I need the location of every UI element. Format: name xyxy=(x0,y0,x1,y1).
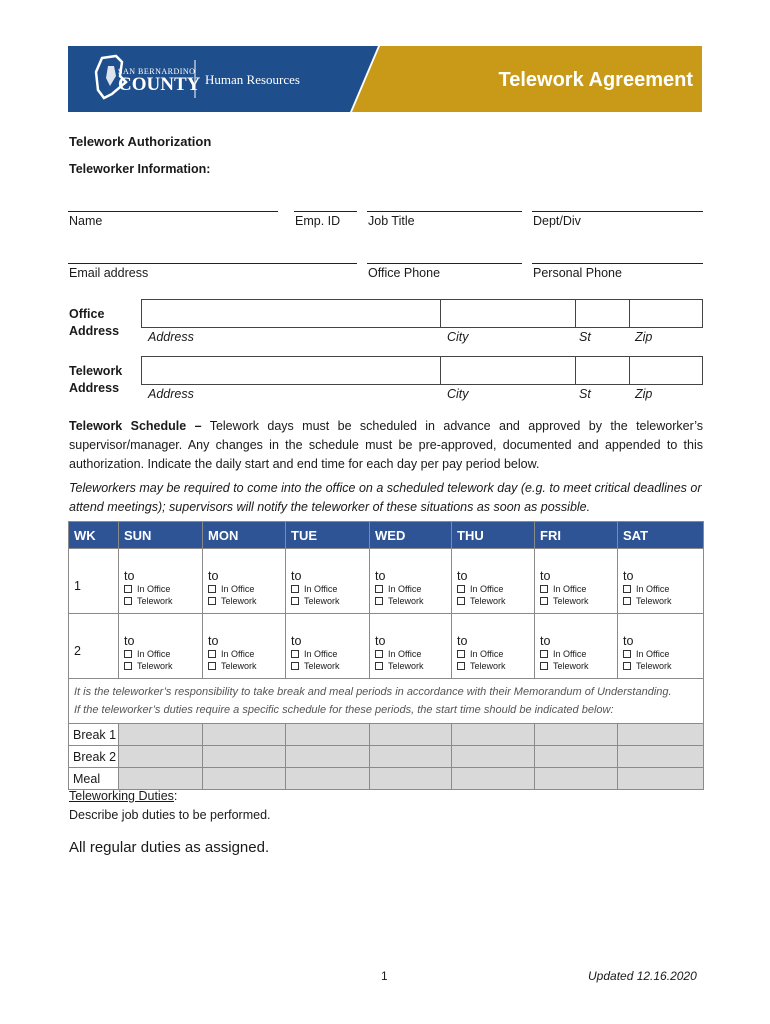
break-time-wed[interactable] xyxy=(370,768,452,790)
break-time-thu[interactable] xyxy=(452,768,535,790)
break-time-sat[interactable] xyxy=(618,724,704,746)
break-time-sun[interactable] xyxy=(119,724,203,746)
telework-checkbox[interactable] xyxy=(291,597,299,605)
telework-option[interactable] xyxy=(623,595,703,607)
col-header-mon: MON xyxy=(203,522,286,549)
county-small-text: SAN BERNARDINO xyxy=(118,67,196,76)
duties-instruction: Describe job duties to be performed. xyxy=(69,808,271,822)
telework-st-input[interactable] xyxy=(576,357,630,384)
schedule-paragraph xyxy=(69,417,703,474)
telework-label: Telework xyxy=(636,596,672,606)
telework-checkbox[interactable] xyxy=(291,662,299,670)
time-to-label: to xyxy=(375,569,386,583)
schedule-italic-note: Teleworkers may be required to come into the office on a scheduled telework day (e.g. to meet critical deadlines or attend meetings); supervisors will notify the teleworker of these situations as soon as possible. xyxy=(69,481,702,514)
break-time-tue[interactable] xyxy=(286,724,370,746)
telework-checkbox[interactable] xyxy=(623,662,631,670)
time-to-label: to xyxy=(291,569,302,583)
week-row xyxy=(69,549,704,614)
emp-id-field[interactable] xyxy=(294,211,357,212)
office-address-caption: Address xyxy=(148,330,194,344)
in-office-checkbox[interactable] xyxy=(623,650,631,658)
in-office-option[interactable] xyxy=(208,648,285,660)
in-office-option[interactable] xyxy=(623,648,703,660)
break-time-fri[interactable] xyxy=(535,768,618,790)
in-office-option[interactable] xyxy=(291,648,369,660)
telework-option[interactable] xyxy=(291,595,369,607)
day-cell-mon[interactable] xyxy=(203,614,286,679)
time-to-label: to xyxy=(124,569,135,583)
break-time-tue[interactable] xyxy=(286,746,370,768)
break-row xyxy=(69,746,704,768)
break-time-sat[interactable] xyxy=(618,768,704,790)
break-note: It is the teleworker’s responsibility to take break and meal periods in accordance with their Memorandum of Understanding. If the teleworker’s duties require a specific schedule for these periods, the start time should be indicated below: xyxy=(69,679,704,724)
in-office-option[interactable] xyxy=(623,583,703,595)
telework-label: Telework xyxy=(304,596,340,606)
in-office-checkbox[interactable] xyxy=(623,585,631,593)
day-cell-fri[interactable] xyxy=(535,549,618,614)
week-number: 2 xyxy=(69,614,119,679)
break-time-mon[interactable] xyxy=(203,746,286,768)
in-office-option[interactable] xyxy=(208,583,285,595)
time-to-label: to xyxy=(540,634,551,648)
week-row xyxy=(69,614,704,679)
in-office-label: In Office xyxy=(221,649,255,659)
break-time-sat[interactable] xyxy=(618,746,704,768)
telework-option[interactable] xyxy=(208,660,285,672)
telework-checkbox[interactable] xyxy=(208,662,216,670)
in-office-label: In Office xyxy=(636,584,670,594)
day-cell-tue[interactable] xyxy=(286,614,370,679)
form-title: Telework Agreement xyxy=(498,69,693,91)
col-header-thu: THU xyxy=(452,522,535,549)
telework-label: Telework xyxy=(221,661,257,671)
in-office-option[interactable] xyxy=(375,648,451,660)
office-street-input[interactable] xyxy=(142,300,441,327)
telework-label: Telework xyxy=(221,596,257,606)
telework-option[interactable] xyxy=(375,660,451,672)
in-office-option[interactable] xyxy=(375,583,451,595)
in-office-label: In Office xyxy=(553,584,587,594)
day-cell-wed[interactable] xyxy=(370,614,452,679)
duties-value[interactable]: All regular duties as assigned. xyxy=(69,839,270,856)
office-city-input[interactable] xyxy=(441,300,576,327)
telework-option[interactable] xyxy=(124,595,202,607)
in-office-label: In Office xyxy=(137,584,171,594)
day-cell-tue[interactable] xyxy=(286,549,370,614)
col-header-tue: TUE xyxy=(286,522,370,549)
telework-option[interactable] xyxy=(540,595,617,607)
break-time-thu[interactable] xyxy=(452,724,535,746)
office-city-caption: City xyxy=(447,330,469,344)
in-office-option[interactable] xyxy=(124,648,202,660)
office-zip-caption: Zip xyxy=(635,330,653,344)
telework-zip-caption: Zip xyxy=(635,387,653,401)
office-address-box[interactable] xyxy=(141,299,703,328)
header-banner xyxy=(68,46,702,112)
break-row xyxy=(69,724,704,746)
break-row xyxy=(69,768,704,790)
break-time-mon[interactable] xyxy=(203,724,286,746)
emp-id-label: Emp. ID xyxy=(295,214,341,228)
telework-label: Telework xyxy=(304,661,340,671)
day-cell-sun[interactable] xyxy=(119,549,203,614)
telework-city-caption: City xyxy=(447,387,469,401)
in-office-option[interactable] xyxy=(457,583,534,595)
updated-date: Updated 12.16.2020 xyxy=(588,969,697,983)
in-office-checkbox[interactable] xyxy=(540,585,548,593)
telework-option[interactable] xyxy=(540,660,617,672)
in-office-checkbox[interactable] xyxy=(124,650,132,658)
in-office-label: In Office xyxy=(388,584,422,594)
telework-checkbox[interactable] xyxy=(124,662,132,670)
in-office-label: In Office xyxy=(137,649,171,659)
break-time-thu[interactable] xyxy=(452,746,535,768)
office-st-input[interactable] xyxy=(576,300,630,327)
telework-option[interactable] xyxy=(457,595,534,607)
break-label: Break 1 xyxy=(69,724,119,746)
department-name: Human Resources xyxy=(205,72,300,87)
telework-label: Telework xyxy=(636,661,672,671)
dept-label: Dept/Div xyxy=(533,214,581,228)
col-header-wk: WK xyxy=(69,522,119,549)
telework-address-box[interactable] xyxy=(141,356,703,385)
name-field[interactable] xyxy=(68,211,278,212)
telework-checkbox[interactable] xyxy=(375,597,383,605)
personal-phone-field[interactable] xyxy=(532,263,703,264)
telework-checkbox[interactable] xyxy=(208,597,216,605)
break-time-wed[interactable] xyxy=(370,746,452,768)
telework-checkbox[interactable] xyxy=(540,597,548,605)
email-label: Email address xyxy=(69,266,149,280)
telework-checkbox[interactable] xyxy=(540,662,548,670)
duties-title: Teleworking Duties: xyxy=(69,789,178,803)
time-to-label: to xyxy=(623,569,634,583)
break-time-mon[interactable] xyxy=(203,768,286,790)
col-header-fri: FRI xyxy=(535,522,618,549)
in-office-checkbox[interactable] xyxy=(291,650,299,658)
telework-option[interactable] xyxy=(208,595,285,607)
schedule-header-row xyxy=(69,522,704,549)
day-cell-sat[interactable] xyxy=(618,549,704,614)
in-office-checkbox[interactable] xyxy=(457,585,465,593)
break-time-fri[interactable] xyxy=(535,724,618,746)
personal-phone-label: Personal Phone xyxy=(533,266,622,280)
telework-label: Telework xyxy=(470,596,506,606)
break-time-fri[interactable] xyxy=(535,746,618,768)
in-office-label: In Office xyxy=(470,584,504,594)
office-phone-field[interactable] xyxy=(367,263,522,264)
info-title: Teleworker Information: xyxy=(69,162,211,176)
time-to-label: to xyxy=(540,569,551,583)
telework-st-caption: St xyxy=(579,387,591,401)
in-office-option[interactable] xyxy=(124,583,202,595)
telework-option[interactable] xyxy=(291,660,369,672)
email-field[interactable] xyxy=(68,263,357,264)
telework-checkbox[interactable] xyxy=(623,597,631,605)
in-office-label: In Office xyxy=(304,649,338,659)
in-office-option[interactable] xyxy=(457,648,534,660)
day-cell-thu[interactable] xyxy=(452,549,535,614)
page-number: 1 xyxy=(381,969,388,983)
in-office-checkbox[interactable] xyxy=(540,650,548,658)
job-title-label: Job Title xyxy=(368,214,415,228)
office-st-caption: St xyxy=(579,330,591,344)
col-header-wed: WED xyxy=(370,522,452,549)
time-to-label: to xyxy=(375,634,386,648)
telework-checkbox[interactable] xyxy=(457,597,465,605)
schedule-table xyxy=(68,521,704,790)
in-office-checkbox[interactable] xyxy=(375,585,383,593)
in-office-label: In Office xyxy=(388,649,422,659)
telework-label: Telework xyxy=(137,661,173,671)
in-office-option[interactable] xyxy=(540,583,617,595)
in-office-label: In Office xyxy=(304,584,338,594)
dept-field[interactable] xyxy=(532,211,703,212)
break-label: Meal xyxy=(69,768,119,790)
time-to-label: to xyxy=(208,634,219,648)
break-time-tue[interactable] xyxy=(286,768,370,790)
day-cell-mon[interactable] xyxy=(203,549,286,614)
in-office-label: In Office xyxy=(636,649,670,659)
week-number: 1 xyxy=(69,549,119,614)
break-time-sun[interactable] xyxy=(119,746,203,768)
in-office-checkbox[interactable] xyxy=(457,650,465,658)
in-office-checkbox[interactable] xyxy=(208,650,216,658)
in-office-option[interactable] xyxy=(291,583,369,595)
job-title-field[interactable] xyxy=(367,211,522,212)
office-address-label: Office Address xyxy=(69,307,120,338)
in-office-checkbox[interactable] xyxy=(375,650,383,658)
telework-label: Telework xyxy=(553,596,589,606)
in-office-label: In Office xyxy=(221,584,255,594)
telework-city-input[interactable] xyxy=(441,357,576,384)
telework-label: Telework xyxy=(137,596,173,606)
telework-label: Telework xyxy=(470,661,506,671)
in-office-checkbox[interactable] xyxy=(208,585,216,593)
telework-option[interactable] xyxy=(124,660,202,672)
break-label: Break 2 xyxy=(69,746,119,768)
name-label: Name xyxy=(69,214,103,228)
in-office-checkbox[interactable] xyxy=(124,585,132,593)
schedule-lead: Telework Schedule – xyxy=(69,419,202,433)
day-cell-sat[interactable] xyxy=(618,614,704,679)
day-cell-sun[interactable] xyxy=(119,614,203,679)
col-header-sun: SUN xyxy=(119,522,203,549)
section-title: Telework Authorization xyxy=(69,134,212,149)
telework-checkbox[interactable] xyxy=(124,597,132,605)
time-to-label: to xyxy=(457,569,468,583)
day-cell-thu[interactable] xyxy=(452,614,535,679)
telework-address-label: Telework Address xyxy=(69,364,123,395)
in-office-label: In Office xyxy=(470,649,504,659)
time-to-label: to xyxy=(291,634,302,648)
telework-option[interactable] xyxy=(457,660,534,672)
time-to-label: to xyxy=(124,634,135,648)
office-phone-label: Office Phone xyxy=(368,266,441,280)
time-to-label: to xyxy=(208,569,219,583)
day-cell-wed[interactable] xyxy=(370,549,452,614)
in-office-checkbox[interactable] xyxy=(291,585,299,593)
telework-option[interactable] xyxy=(375,595,451,607)
telework-checkbox[interactable] xyxy=(375,662,383,670)
telework-label: Telework xyxy=(388,596,424,606)
time-to-label: to xyxy=(457,634,468,648)
schedule-text: Telework days must be scheduled in advance and approved by the teleworker’s supervisor/manager. Any changes in the schedule must be pre-approved, documented and appended to this authorization. Indicate the daily start and end time for each day per pay period below. xyxy=(69,419,703,471)
in-office-option[interactable] xyxy=(540,648,617,660)
telework-address-caption: Address xyxy=(148,387,194,401)
day-cell-fri[interactable] xyxy=(535,614,618,679)
telework-option[interactable] xyxy=(623,660,703,672)
time-to-label: to xyxy=(623,634,634,648)
break-time-wed[interactable] xyxy=(370,724,452,746)
telework-checkbox[interactable] xyxy=(457,662,465,670)
telework-label: Telework xyxy=(553,661,589,671)
county-name-text: COUNTY xyxy=(118,74,201,95)
break-time-sun[interactable] xyxy=(119,768,203,790)
telework-label: Telework xyxy=(388,661,424,671)
telework-street-input[interactable] xyxy=(142,357,441,384)
col-header-sat: SAT xyxy=(618,522,704,549)
in-office-label: In Office xyxy=(553,649,587,659)
